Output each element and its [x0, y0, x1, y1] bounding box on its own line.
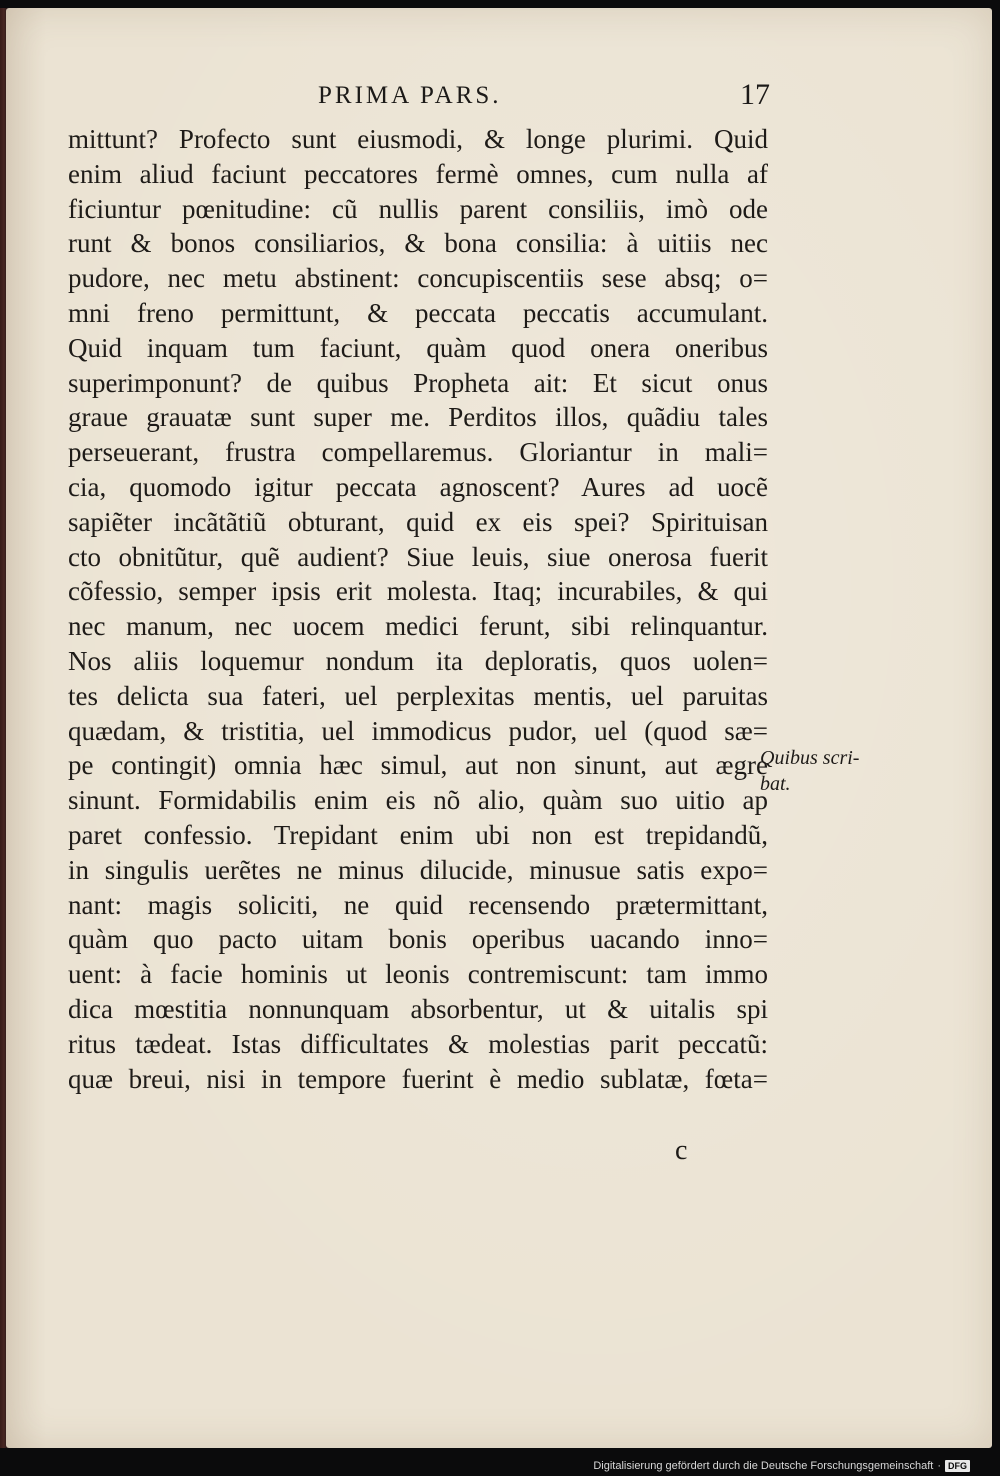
text-line: perseuerant, frustra compellaremus. Gloriantur in mali=	[68, 437, 768, 468]
body-text	[68, 122, 768, 1096]
text-line: pudore, nec metu abstinent: concupiscentiis sese absq; o=	[68, 263, 768, 294]
text-line: runt & bonos consiliarios, & bona consilia: à uitiis nec	[68, 228, 768, 259]
marginal-note-line: bat.	[760, 773, 791, 795]
text-line: mittunt? Profecto sunt eiusmodi, & longe plurimi. Quid	[68, 124, 768, 154]
text-line: cto obnitũtur, quẽ audient? Siue leuis, siue onerosa fuerit	[68, 541, 768, 572]
credit-text: Digitalisierung gefördert durch die Deutsche Forschungsgemeinschaft	[593, 1460, 934, 1472]
dfg-logo-icon: DFG	[945, 1460, 970, 1472]
text-line: sinunt. Formidabilis enim eis nõ alio, quàm suo uitio ap	[68, 785, 768, 816]
text-line: Nos aliis loquemur nondum ita deploratis, quos uolen=	[68, 645, 768, 676]
text-line: in singulis uerẽtes ne minus dilucide, minusue satis expo=	[68, 854, 768, 885]
digitization-credit	[593, 1460, 970, 1472]
text-line: Quid inquam tum faciunt, quàm quod onera oneribus	[68, 332, 768, 363]
text-line: quædam, & tristitia, uel immodicus pudor, uel (quod sæ=	[68, 715, 768, 746]
text-line: paret confessio. Trepidant enim ubi non est trepidandũ,	[68, 819, 768, 850]
text-line: nec manum, nec uocem medici ferunt, sibi relinquantur.	[68, 611, 768, 642]
text-line: sapiẽter incãtãtiũ obturant, quid ex eis spei? Spirituisan	[68, 506, 768, 537]
text-line: mni freno permittunt, & peccata peccatis accumulant.	[68, 297, 768, 328]
text-line: uent: à facie hominis ut leonis contremiscunt: tam immo	[68, 959, 768, 990]
text-line: ritus tædeat. Istas difficultates & molestias parit peccatũ:	[68, 1028, 768, 1059]
text-line: superimponunt? de quibus Propheta ait: Et sicut onus	[68, 367, 768, 398]
text-line: enim aliud faciunt peccatores fermè omnes, cum nulla af	[68, 158, 768, 189]
text-line: quæ breui, nisi in tempore fuerint è medio sublatæ, fœta=	[68, 1063, 768, 1094]
credit-separator: ·	[937, 1460, 941, 1472]
marginal-note-line: Quibus scri-	[760, 747, 860, 769]
running-head: PRIMA PARS.	[318, 82, 502, 109]
text-line: graue grauatæ sunt super me. Perditos illos, quãdiu tales	[68, 402, 768, 433]
page-number: 17	[740, 78, 770, 111]
text-line: dica mœstitia nonnunquam absorbentur, ut & uitalis spi	[68, 993, 768, 1024]
text-line: quàm quo pacto uitam bonis operibus uacando inno=	[68, 924, 768, 955]
text-line: cõfessio, semper ipsis erit molesta. Itaq; incurabiles, & qui	[68, 576, 768, 607]
marginal-note	[760, 745, 900, 797]
text-line: tes delicta sua fateri, uel perplexitas mentis, uel paruitas	[68, 680, 768, 711]
text-line: pe contingit) omnia hæc simul, aut non sinunt, aut ægre	[68, 750, 768, 781]
signature-mark: c	[675, 1135, 688, 1166]
text-line: ficiuntur pœnitudine: cũ nullis parent consiliis, imò ode	[68, 193, 768, 224]
text-line: cia, quomodo igitur peccata agnoscent? Aures ad uocẽ	[68, 471, 768, 502]
text-line: nant: magis soliciti, ne quid recensendo prætermittant,	[68, 889, 768, 920]
